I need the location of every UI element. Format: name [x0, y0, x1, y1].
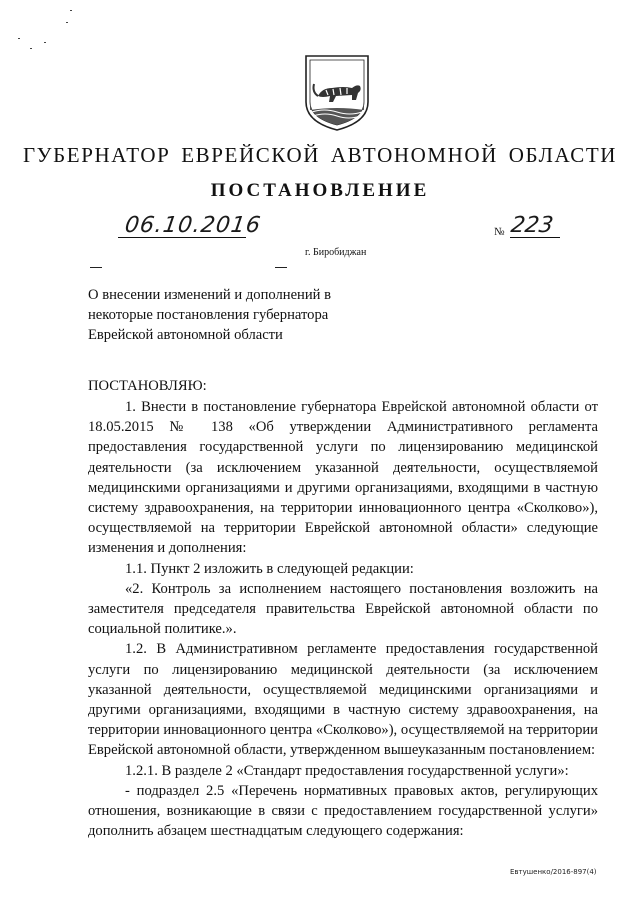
authority-heading: ГУБЕРНАТОР ЕВРЕЙСКОЙ АВТОНОМНОЙ ОБЛАСТИ [22, 143, 618, 167]
scan-speck [66, 22, 68, 23]
document-body [88, 397, 598, 841]
scan-speck [30, 48, 32, 49]
city-label: г. Биробиджан [305, 247, 367, 258]
scan-speck [70, 10, 72, 11]
number-label: № [494, 226, 505, 238]
document-date-handwritten: 06.10.2016 [123, 213, 263, 238]
scan-speck [18, 38, 20, 39]
subject-line: некоторые постановления губернатора [88, 307, 329, 323]
paragraph-1-2: 1.2. В Административном регламенте предоставления государственной услуги по лицензированию медицинской деятельности (за исключением указанной деятельности, осуществляемой медицинскими организациями и другими организациями, входящими в частную систему здравоохранения, на территории инновационного центра «Сколково»), осуществляемой на территории Еврейской автономной области, утвержденном вышеуказанным постановлением: [88, 641, 598, 759]
decree-word: ПОСТАНОВЛЯЮ: [88, 378, 207, 394]
footer-registration-code: Евтушенко/2016-897(4) [510, 868, 597, 876]
paragraph-quote: «2. Контроль за исполнением настоящего постановления возложить на заместителя председателя правительства Еврейской автономной области по социальной политике.». [88, 580, 598, 638]
subject-line: Еврейской автономной области [88, 327, 283, 343]
subject-line: О внесении изменений и дополнений в [88, 287, 332, 303]
document-number-handwritten: 223 [509, 213, 555, 238]
paragraph-1-2-1: 1.2.1. В разделе 2 «Стандарт предоставления государственной услуги»: [125, 762, 569, 779]
document-subject [88, 285, 388, 345]
date-underline [118, 237, 246, 238]
paragraph-1-1: 1.1. Пункт 2 изложить в следующей редакции: [125, 560, 414, 577]
number-underline [510, 237, 560, 238]
corner-mark-left [90, 267, 102, 268]
corner-mark-right [275, 267, 287, 268]
paragraph-1: 1. Внести в постановление губернатора Еврейской автономной области от 18.05.2015 № 138 «Об утверждении Административного регламента предоставления государственной услуги по лицензированию медицинской деятельности (за исключением указанной деятельности, осуществляемой медицинскими организациями и другими организациями, входящими в частную систему здравоохранения, на территории инновационного центра «Сколково»), осуществляемой на территории Еврейской автономной области» следующие изменения и дополнения: [88, 399, 598, 557]
document-type-heading: ПОСТАНОВЛЕНИЕ [210, 180, 430, 201]
coat-of-arms-emblem [300, 50, 374, 134]
paragraph-subsection: - подраздел 2.5 «Перечень нормативных правовых актов, регулирующих отношения, возникающие в связи с предоставлением государственной услуги» дополнить абзацем шестнадцатым следующего содержания: [88, 782, 598, 840]
scan-speck [44, 42, 46, 43]
